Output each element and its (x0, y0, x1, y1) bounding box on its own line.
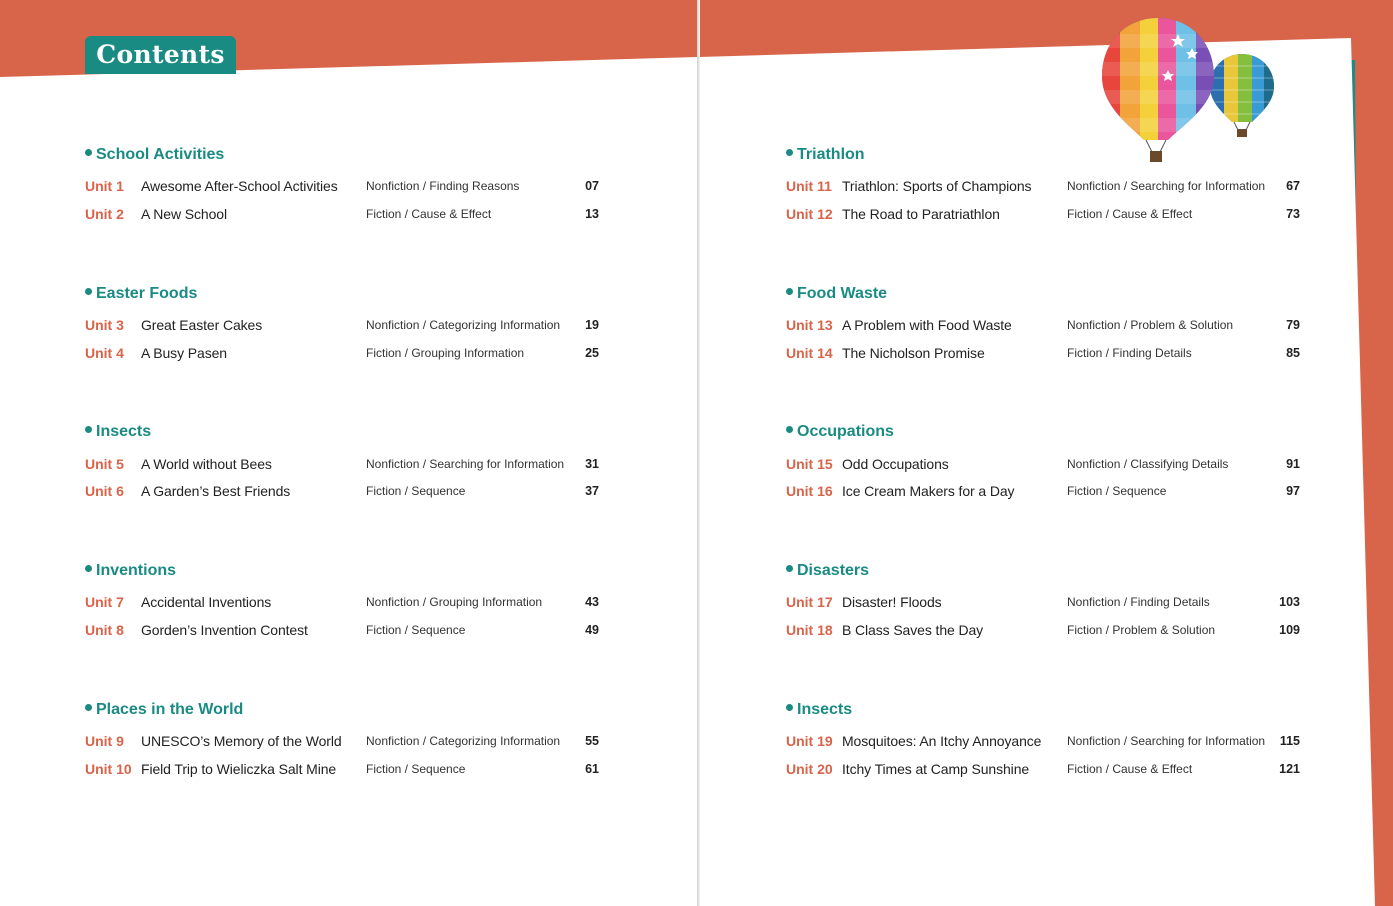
unit-genre-skill: Nonfiction / Searching for Information (1067, 734, 1266, 748)
bullet-dot (85, 288, 92, 295)
unit-number: Unit 10 (85, 761, 132, 777)
unit-page-number: 85 (1286, 346, 1300, 360)
unit-page-number: 13 (585, 207, 599, 221)
unit-number: Unit 17 (786, 594, 833, 610)
section-title: Inventions (85, 562, 176, 580)
unit-genre-skill: Nonfiction / Searching for Information (366, 457, 565, 471)
unit-genre-skill: Nonfiction / Categorizing Information (366, 318, 561, 332)
unit-row[interactable] (786, 456, 1306, 476)
unit-number: Unit 3 (85, 317, 124, 333)
bullet-dot (85, 704, 92, 711)
unit-page-number: 91 (1286, 457, 1300, 471)
bullet-dot (786, 149, 793, 156)
unit-page-number: 31 (585, 457, 599, 471)
unit-row[interactable] (786, 733, 1306, 753)
unit-title: Awesome After-School Activities (141, 178, 338, 194)
unit-page-number: 97 (1286, 484, 1300, 498)
unit-genre-skill: Nonfiction / Finding Details (1067, 595, 1210, 609)
unit-page-number: 61 (585, 762, 599, 776)
unit-title: Mosquitoes: An Itchy Annoyance (842, 733, 1042, 749)
unit-row[interactable] (786, 345, 1306, 365)
section-title: Occupations (786, 423, 894, 441)
unit-number: Unit 13 (786, 317, 833, 333)
unit-number: Unit 1 (85, 178, 124, 194)
hot-air-balloons-illustration (1098, 14, 1280, 166)
unit-genre-skill: Nonfiction / Classifying Details (1067, 457, 1229, 471)
unit-row[interactable] (85, 206, 605, 226)
unit-page-number: 103 (1279, 595, 1300, 609)
unit-number: Unit 8 (85, 622, 124, 638)
unit-title: UNESCO’s Memory of the World (141, 733, 342, 749)
unit-page-number: 79 (1286, 318, 1300, 332)
unit-row[interactable] (786, 761, 1306, 781)
unit-title: The Nicholson Promise (842, 345, 985, 361)
unit-title: Field Trip to Wieliczka Salt Mine (141, 761, 337, 777)
book-spine (697, 0, 700, 906)
section-title: Food Waste (786, 285, 887, 303)
small-basket (1237, 129, 1247, 137)
unit-page-number: 121 (1279, 762, 1300, 776)
unit-title: A New School (141, 206, 227, 222)
unit-number: Unit 16 (786, 483, 833, 499)
unit-title: Ice Cream Makers for a Day (842, 483, 1015, 499)
unit-genre-skill: Nonfiction / Finding Reasons (366, 179, 520, 193)
unit-genre-skill: Fiction / Sequence (366, 623, 466, 637)
unit-number: Unit 6 (85, 483, 124, 499)
small-balloon (1208, 52, 1278, 124)
bullet-dot (85, 565, 92, 572)
unit-number: Unit 9 (85, 733, 124, 749)
unit-title: Triathlon: Sports of Champions (842, 178, 1032, 194)
unit-number: Unit 12 (786, 206, 833, 222)
unit-page-number: 43 (585, 595, 599, 609)
unit-page-number: 37 (585, 484, 599, 498)
unit-genre-skill: Fiction / Cause & Effect (366, 207, 492, 221)
unit-number: Unit 19 (786, 733, 833, 749)
unit-row[interactable] (85, 345, 605, 365)
unit-page-number: 49 (585, 623, 599, 637)
unit-genre-skill: Fiction / Cause & Effect (1067, 762, 1193, 776)
unit-genre-skill: Fiction / Sequence (1067, 484, 1167, 498)
unit-row[interactable] (786, 317, 1306, 337)
unit-title: Disaster! Floods (842, 594, 942, 610)
unit-title: A Busy Pasen (141, 345, 227, 361)
unit-number: Unit 18 (786, 622, 833, 638)
section-title: Places in the World (85, 701, 243, 719)
unit-row[interactable] (786, 178, 1306, 198)
unit-genre-skill: Nonfiction / Searching for Information (1067, 179, 1266, 193)
unit-row[interactable] (786, 206, 1306, 226)
bullet-dot (85, 149, 92, 156)
large-balloon (1098, 14, 1218, 144)
unit-page-number: 55 (585, 734, 599, 748)
unit-row[interactable] (85, 733, 605, 753)
unit-genre-skill: Nonfiction / Problem & Solution (1067, 318, 1234, 332)
section-title: Insects (85, 423, 151, 441)
unit-genre-skill: Fiction / Problem & Solution (1067, 623, 1216, 637)
unit-title: A Problem with Food Waste (842, 317, 1012, 333)
unit-title: A Garden’s Best Friends (141, 483, 291, 499)
unit-row[interactable] (85, 622, 605, 642)
unit-page-number: 109 (1279, 623, 1300, 637)
unit-title: Odd Occupations (842, 456, 949, 472)
unit-title: Accidental Inventions (141, 594, 272, 610)
large-basket (1150, 151, 1162, 162)
bullet-dot (786, 704, 793, 711)
bullet-dot (786, 426, 793, 433)
unit-genre-skill: Fiction / Finding Details (1067, 346, 1192, 360)
bullet-dot (85, 426, 92, 433)
unit-row[interactable] (85, 178, 605, 198)
unit-number: Unit 2 (85, 206, 124, 222)
section-title: School Activities (85, 146, 224, 164)
section-title: Triathlon (786, 146, 865, 164)
bullet-dot (786, 288, 793, 295)
unit-number: Unit 11 (786, 178, 832, 194)
unit-page-number: 67 (1286, 179, 1300, 193)
unit-number: Unit 7 (85, 594, 124, 610)
unit-page-number: 73 (1286, 207, 1300, 221)
unit-number: Unit 5 (85, 456, 124, 472)
unit-number: Unit 20 (786, 761, 833, 777)
bullet-dot (786, 565, 793, 572)
unit-row[interactable] (85, 317, 605, 337)
unit-number: Unit 14 (786, 345, 833, 361)
unit-number: Unit 15 (786, 456, 833, 472)
unit-row[interactable] (85, 594, 605, 614)
section-title: Insects (786, 701, 852, 719)
unit-genre-skill: Fiction / Sequence (366, 762, 466, 776)
unit-title: The Road to Paratriathlon (842, 206, 1000, 222)
section-title: Disasters (786, 562, 869, 580)
unit-page-number: 19 (585, 318, 599, 332)
unit-row[interactable] (85, 456, 605, 476)
section-title: Easter Foods (85, 285, 197, 303)
unit-number: Unit 4 (85, 345, 124, 361)
unit-genre-skill: Nonfiction / Grouping Information (366, 595, 543, 609)
contents-heading: Contents (85, 36, 236, 74)
unit-title: Great Easter Cakes (141, 317, 263, 333)
unit-row[interactable] (786, 594, 1306, 614)
unit-row[interactable] (85, 761, 605, 781)
unit-genre-skill: Fiction / Sequence (366, 484, 466, 498)
unit-page-number: 25 (585, 346, 599, 360)
unit-row[interactable] (786, 622, 1306, 642)
unit-row[interactable] (85, 483, 605, 503)
unit-title: A World without Bees (141, 456, 272, 472)
unit-genre-skill: Nonfiction / Categorizing Information (366, 734, 561, 748)
unit-page-number: 07 (585, 179, 599, 193)
unit-page-number: 115 (1279, 734, 1300, 748)
unit-title: Gorden’s Invention Contest (141, 622, 308, 638)
unit-genre-skill: Fiction / Cause & Effect (1067, 207, 1193, 221)
unit-title: Itchy Times at Camp Sunshine (842, 761, 1030, 777)
unit-title: B Class Saves the Day (842, 622, 984, 638)
unit-row[interactable] (786, 483, 1306, 503)
unit-genre-skill: Fiction / Grouping Information (366, 346, 525, 360)
